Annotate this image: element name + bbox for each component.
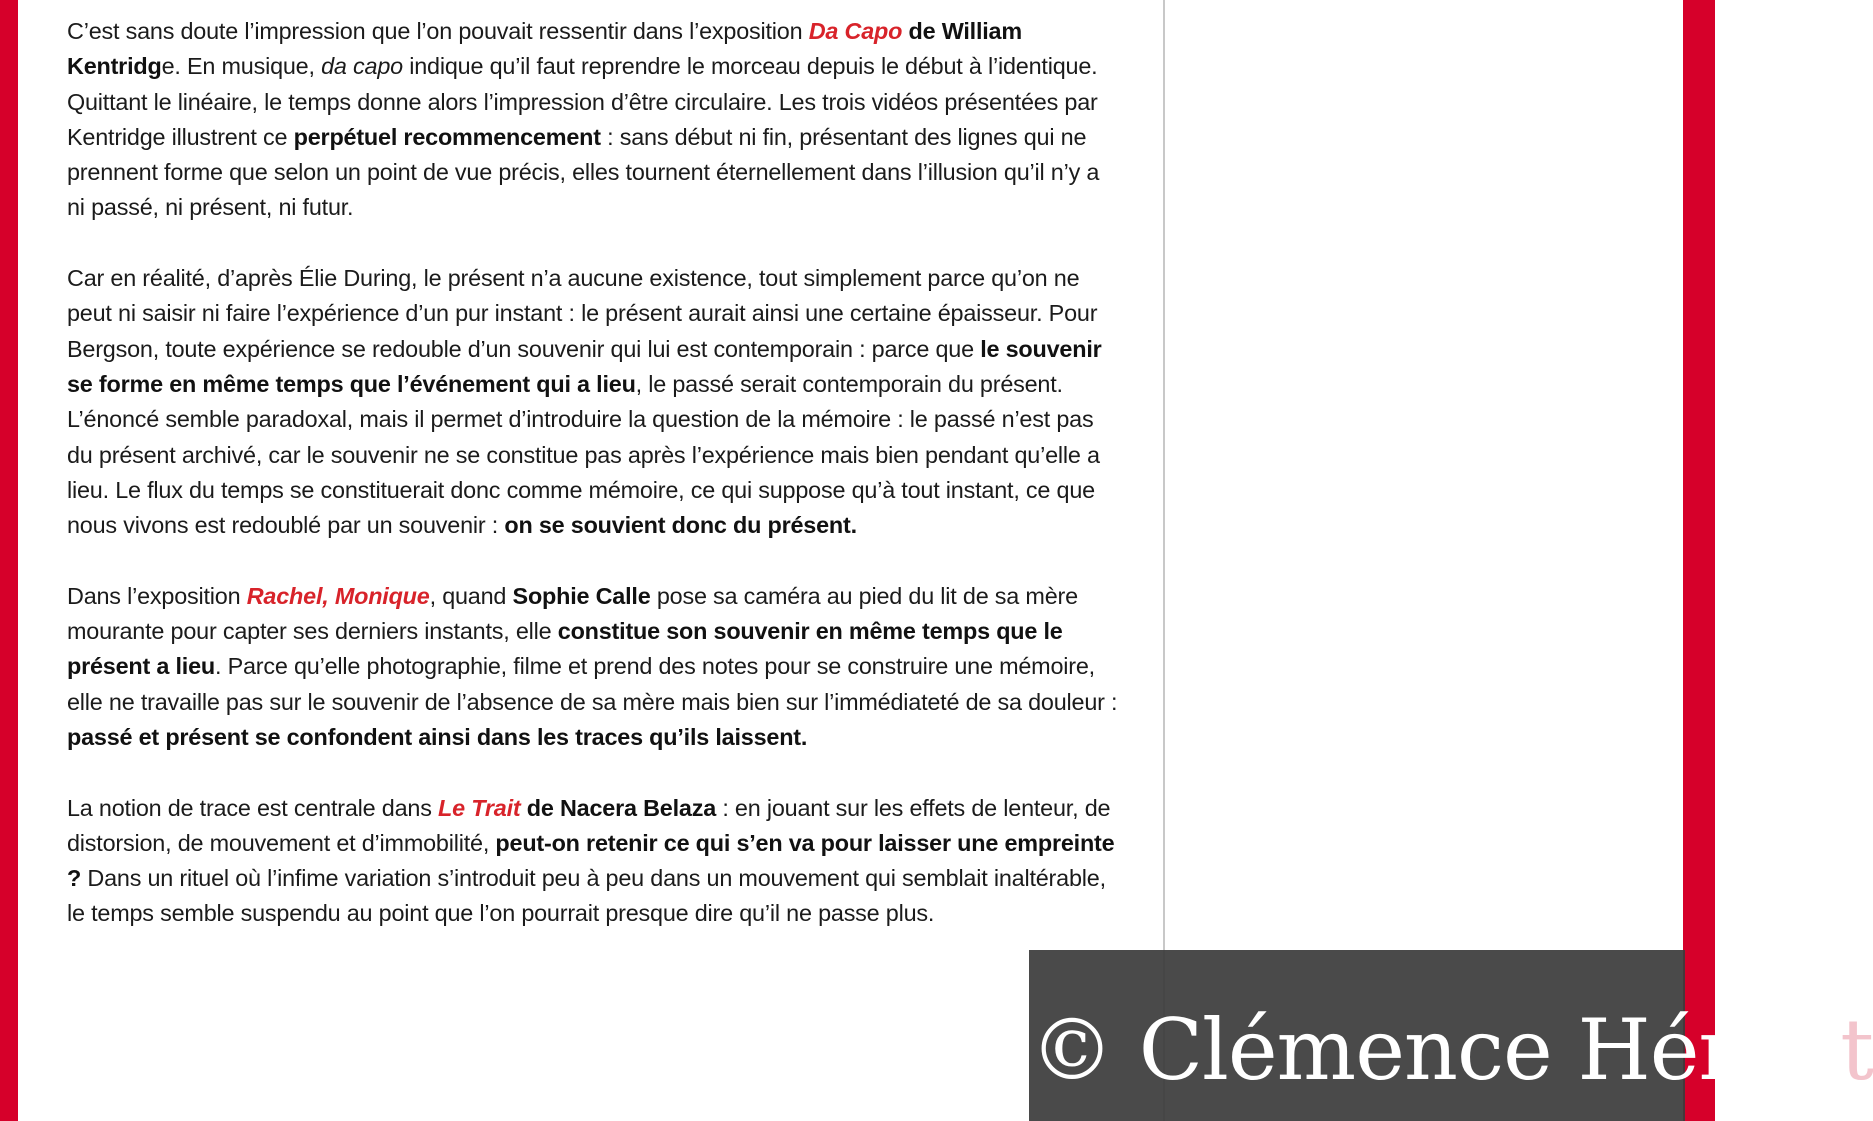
emphasis-text: le souvenir se forme en même temps que l’événement qui a lieu <box>67 335 1102 397</box>
body-text: : sans début ni fin, présentant des lignes qui ne prennent forme que selon un point de vue précis, elles tournent éternellement dans l’illusion qu’il n’y a ni passé, ni présent, ni futur. <box>67 123 1100 221</box>
copyright-watermark-text <box>1030 1000 1873 1100</box>
body-text: Dans l’exposition <box>67 582 247 609</box>
right-red-border <box>1683 0 1715 1121</box>
exhibition-title: Da Capo <box>808 18 903 44</box>
body-text: La notion de trace est centrale dans <box>67 794 438 821</box>
article-body <box>67 14 1122 967</box>
body-text: , quand <box>429 582 513 609</box>
body-text: : en jouant sur les effets de lenteur, de distorsion, de mouvement et d’immobilité, <box>67 794 1111 856</box>
paragraph-le-trait <box>67 791 1122 932</box>
body-text: e. En musique, <box>161 53 322 80</box>
body-text: . Parce qu’elle photographie, filme et prend des notes pour se construire une mémoire, elle ne travaille pas sur le souvenir de l’absence de sa mère mais bien sur l’immédiateté de sa douleur : <box>67 653 1118 715</box>
emphasis-text: perpétuel recommencement <box>293 123 601 150</box>
emphasis-text: de William Kentridg <box>67 18 1022 80</box>
body-text: C’est sans doute l’impression que l’on pouvait ressentir dans l’exposition <box>67 18 809 44</box>
exhibition-title: Rachel, Monique <box>246 582 430 609</box>
watermark-tail: t <box>1840 1001 1873 1099</box>
paragraph-bergson <box>67 261 1122 543</box>
exhibition-title: Le Trait <box>438 794 521 821</box>
emphasis-text: de Nacera Belaza <box>526 794 717 821</box>
body-text: pose sa caméra au pied du lit de sa mère mourante pour capter ses derniers instants, elle <box>67 582 1078 645</box>
body-text: Car en réalité, d’après Élie During, le présent n’a aucune existence, tout simplement parce qu’on ne peut ni saisir ni faire l’expérience d’un pur instant : le présent aurait ainsi une certaine épaisseur. Pour Bergson, toute expérience se redouble d’un souvenir qui lui est contemporain : parce que <box>67 265 1098 362</box>
left-red-border <box>0 0 18 1121</box>
paragraph-sophie-calle <box>67 579 1122 755</box>
paragraph-da-capo <box>67 14 1122 226</box>
watermark-main: © Clémence Hérou <box>1030 1001 1841 1099</box>
body-text: , le passé serait contemporain du présent. L’énoncé semble paradoxal, mais il permet d’introduire la question de la mémoire : le passé n’est pas du présent archivé, car le souvenir ne se constitue pas après l’expérience mais bien pendant qu’elle a lieu. Le flux du temps se constituerait donc comme mémoire, ce qui suppose qu’à tout instant, ce que nous vivons est redoublé par un souvenir : <box>67 370 1100 539</box>
emphasis-text: passé et présent se confondent ainsi dans les traces qu’ils laissent. <box>67 723 808 750</box>
emphasis-text: constitue son souvenir en même temps que le présent a lieu <box>67 618 1063 680</box>
emphasis-text: Sophie Calle <box>512 582 651 609</box>
body-text: indique qu’il faut reprendre le morceau depuis le début à l’identique. Quittant le linéaire, le temps donne alors l’impression d’être circulaire. Les trois vidéos présentées par Kentridge illustrent ce <box>67 53 1098 150</box>
body-text: Dans un rituel où l’infime variation s’introduit peu à peu dans un mouvement qui semblait inaltérable, le temps semble suspendu au point que l’on pourrait presque dire qu’il ne passe plus. <box>67 865 1106 927</box>
body-text: da capo <box>321 53 403 80</box>
emphasis-text: peut-on retenir ce qui s’en va pour laisser une empreinte ? <box>67 829 1115 892</box>
emphasis-text: on se souvient donc du présent. <box>504 512 857 539</box>
